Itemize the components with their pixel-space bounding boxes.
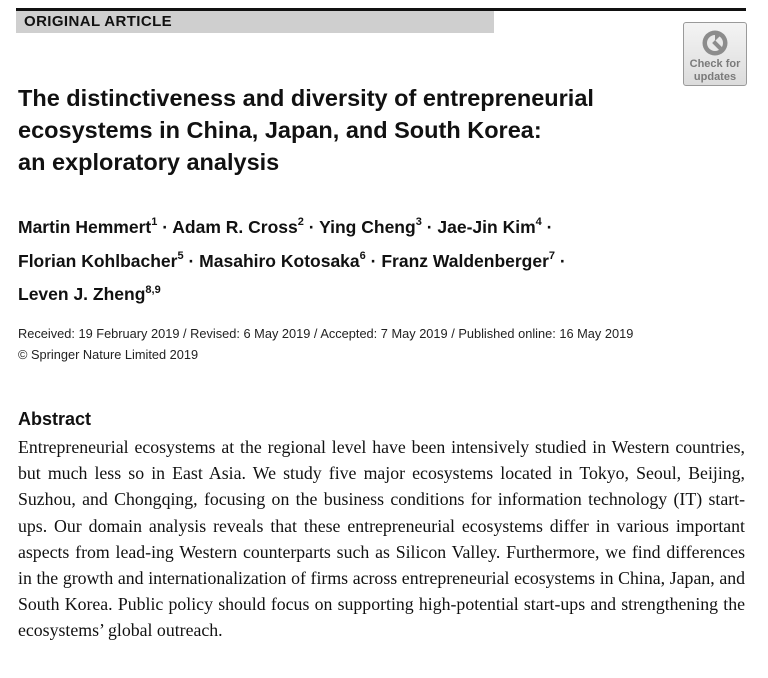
badge-text-line1: Check for xyxy=(689,58,741,70)
author-name[interactable]: Ying Cheng$^3$ xyxy=(319,216,422,237)
article-history xyxy=(18,323,758,365)
abstract-text: Entrepreneurial ecosystems at the regional level have been intensively studied in Western countries, but much less so in East Asia. We study five major ecosystems located in Tokyo, Seoul, Beijing, Suzhou, and Chongqing, focusing on the business conditions for information technology (IT) start-ups. Our domain analysis reveals that these entrepreneurial ecosystems differ in various important aspects from lead-ing Western counterparts such as Silicon Valley. Furthermore, we find differences in the growth and internationalization of firms across entrepreneurial ecosystems in China, Japan, and South Korea. Public policy should focus on supporting high-potential start-ups and strengthening the ecosystems’ global outreach. xyxy=(18,437,745,641)
author-line xyxy=(18,276,748,310)
author-line xyxy=(18,242,748,276)
check-for-updates-badge[interactable] xyxy=(683,22,747,86)
title-line: an exploratory analysis xyxy=(18,149,280,175)
badge-text-line2: updates xyxy=(693,71,737,83)
check-updates-icon xyxy=(701,29,729,57)
author-separator: · xyxy=(162,216,169,237)
section-label: ORIGINAL ARTICLE xyxy=(24,13,173,30)
article-title xyxy=(18,82,658,178)
title-line: The distinctiveness and diversity of entrepreneurial xyxy=(18,85,594,111)
author-separator: · xyxy=(426,216,433,237)
author-name[interactable]: Martin Hemmert$^1$ xyxy=(18,216,158,237)
author-separator: · xyxy=(188,250,195,271)
dates-history: Received: 19 February 2019 / Revised: 6 May 2019 / Accepted: 7 May 2019 / Published online: 16 May 2019 xyxy=(18,326,634,341)
author-name[interactable]: Adam R. Cross$^2$ xyxy=(172,216,304,237)
author-separator: · xyxy=(308,216,315,237)
author-name[interactable]: Florian Kohlbacher$^5$ xyxy=(18,249,184,271)
author-name[interactable]: Leven J. Zheng$^{8,9}$ xyxy=(18,283,161,305)
author-list xyxy=(18,208,748,309)
title-line: ecosystems in China, Japan, and South Korea: xyxy=(18,117,542,143)
author-name[interactable]: Franz Waldenberger$^7$ xyxy=(381,249,556,271)
author-separator: · xyxy=(546,216,553,237)
author-line xyxy=(18,208,748,242)
author-name[interactable]: Masahiro Kotosaka$^6$ xyxy=(199,249,366,271)
author-separator: · xyxy=(559,250,566,271)
abstract-heading: Abstract xyxy=(18,409,92,429)
copyright-notice: © Springer Nature Limited 2019 xyxy=(18,347,199,362)
author-separator: · xyxy=(370,250,377,271)
author-name[interactable]: Jae-Jin Kim$^4$ xyxy=(437,216,542,237)
